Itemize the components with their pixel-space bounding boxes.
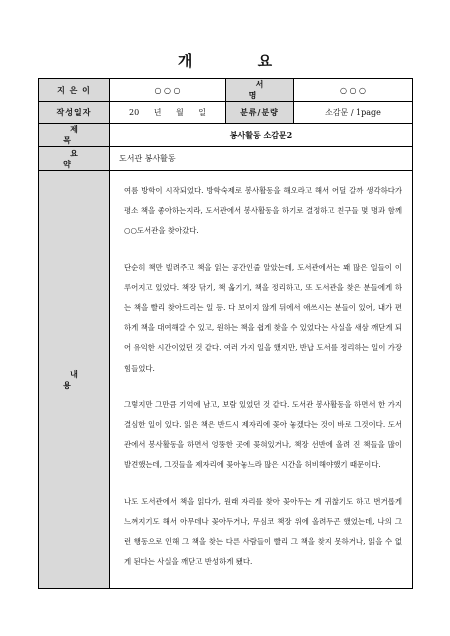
name-label: 서 명 (226, 79, 294, 102)
content-paragraph: 그렇지만 그만큼 기억에 남고, 보람 있었던 것 같다. 도서관 봉사활동을 하면서 한 가지 결심한 일이 있다. 읽은 책은 반드시 제자리에 꽂아 놓겠다는 것이 바로 그것이다. 도서관에서 봉사활동을 하면서 엉뚱한 곳에 꽂혀있거나, 책장 선반에 올려 진 책들을 많이 발견했는데, 그것들을 제자리에 꽂아놓느라 많은 시간을 허비해야했기 때문이다. (124, 399, 402, 470)
name-value: ○ ○ ○ (294, 79, 413, 102)
date-value: 20 년 월 일 (110, 102, 226, 124)
date-label: 작성일자 (39, 102, 110, 124)
row-writer (39, 79, 413, 102)
content-body (110, 171, 412, 572)
category-value: 소감문 / 1page (294, 102, 413, 124)
summary-label: 요 약 (39, 147, 110, 171)
content-paragraph: 여름 방학이 시작되었다. 방학숙제로 봉사활동을 해오라고 해서 어딜 갈까 생각하다가 평소 책을 좋아하는지라, 도서관에서 봉사활동을 하기로 결정하고 친구들 몇 명과 함께 ○○도서관을 찾아갔다. (124, 186, 402, 236)
content-cell (110, 171, 413, 589)
summary-value: 도서관 봉사활동 (110, 147, 413, 171)
writer-label: 지 은 이 (39, 79, 110, 102)
writer-value: ○ ○ ○ (110, 79, 226, 102)
content-paragraph: 단순히 책만 빌려주고 책을 읽는 공간인줄 알았는데, 도서관에서는 꽤 많은 일들이 이루어지고 있었다. 책장 닦기, 책 옮기기, 책을 정리하고, 또 도서관을 찾은 분들에게 하는 책을 빨리 찾아드리는 일 등. 다 보이지 않게 뒤에서 애쓰시는 분들이 있어, 내가 편하게 책을 대여해갈 수 있고, 원하는 책을 쉽게 찾을 수 있었다는 사실을 새삼 깨닫게 되어 유익한 시간이었던 것 같다. 여러 가지 일을 했지만, 반납 도서를 정리하는 일이 가장 힘들었다. (124, 262, 402, 373)
title-value: 봉사활동 소감문2 (110, 124, 413, 147)
category-label: 분류/분량 (226, 102, 294, 124)
row-title (39, 124, 413, 147)
row-summary (39, 147, 413, 171)
content-paragraph: 나도 도서관에서 책을 읽다가, 원래 자리를 찾아 꽂아두는 게 귀찮기도 하고 번거롭게 느껴지기도 해서 아무데나 꽂아두거나, 무심코 책장 위에 올려두곤 했었는데, 나의 그런 행동으로 인해 그 책을 찾는 다른 사람들이 빨리 그 책을 찾지 못하거나, 읽을 수 없게 된다는 사실을 깨닫고 반성하게 됐다. (124, 496, 402, 567)
title-label: 제 목 (39, 124, 110, 147)
content-label: 내 용 (39, 171, 110, 589)
summary-form-table (38, 78, 413, 589)
row-date (39, 102, 413, 124)
row-content (39, 171, 413, 589)
document-heading: 개 요 (177, 52, 303, 70)
